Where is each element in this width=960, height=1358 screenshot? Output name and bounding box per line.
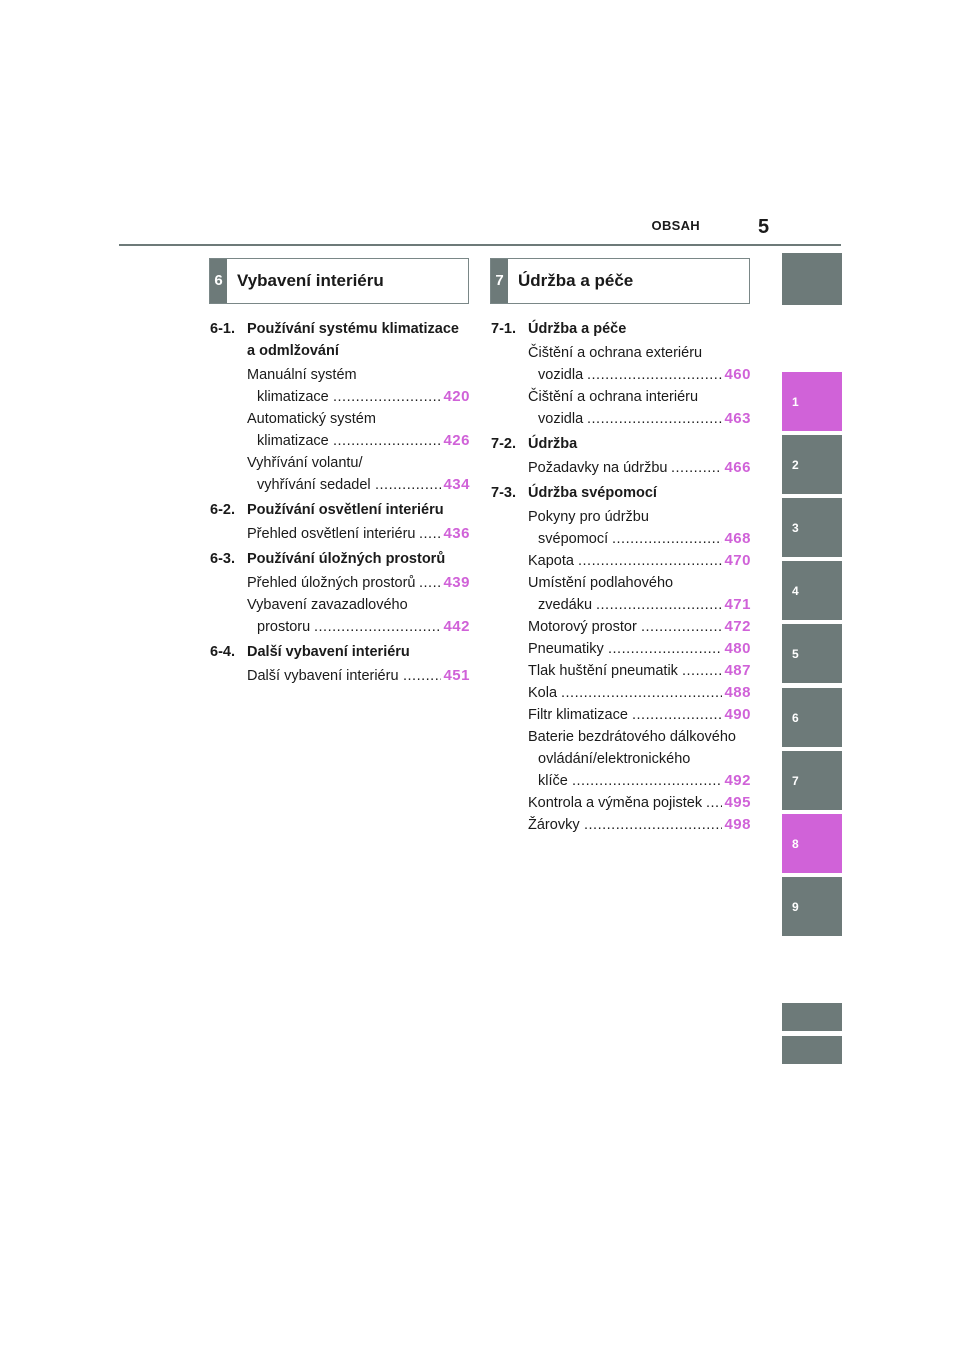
- toc-entry[interactable]: [528, 704, 751, 726]
- group-title-cont: a odmlžování: [247, 343, 339, 359]
- toc-group-heading[interactable]: [491, 433, 751, 455]
- section-box-7[interactable]: [490, 258, 750, 304]
- header-rule: [119, 244, 841, 246]
- entry-label: Přehled úložných prostorů: [247, 575, 416, 591]
- entry-page-link[interactable]: 439: [443, 574, 470, 591]
- entry-label: prostoru: [257, 619, 311, 635]
- toc-entry[interactable]: [528, 457, 751, 479]
- chapter-tab[interactable]: [782, 1003, 842, 1031]
- toc-entry-line: [528, 386, 751, 408]
- chapter-tab-6[interactable]: [782, 688, 842, 747]
- entry-page-link[interactable]: 434: [443, 476, 470, 493]
- section-title: Údržba a péče: [518, 271, 634, 290]
- tab-label: 8: [792, 836, 799, 851]
- header-title: OBSAH: [651, 218, 700, 233]
- toc-entry[interactable]: [538, 408, 751, 430]
- entry-page-link[interactable]: 463: [724, 410, 751, 427]
- chapter-tab[interactable]: [782, 1036, 842, 1064]
- toc-entry[interactable]: [538, 594, 751, 616]
- tab-label: 3: [792, 520, 799, 535]
- entry-label: svépomocí: [538, 531, 609, 547]
- entry-label: klíče: [538, 773, 568, 789]
- group-title: Údržba: [528, 436, 578, 452]
- entry-label: Další vybavení interiéru: [247, 668, 399, 684]
- entry-page-link[interactable]: 495: [724, 794, 751, 811]
- entry-page-link[interactable]: 426: [443, 432, 470, 449]
- entry-page-link[interactable]: 480: [724, 640, 751, 657]
- toc-entry-line: [528, 342, 751, 364]
- dot-leader: [584, 814, 722, 836]
- entry-page-link[interactable]: 487: [724, 662, 751, 679]
- toc-entry-line: [247, 408, 470, 430]
- tab-label: 5: [792, 646, 799, 661]
- entry-label: Žárovky: [528, 817, 580, 833]
- entry-page-link[interactable]: 451: [443, 667, 470, 684]
- dot-leader: [671, 457, 722, 479]
- entry-page-link[interactable]: 436: [443, 525, 470, 542]
- dot-leader: [587, 364, 722, 386]
- chapter-tab[interactable]: [782, 253, 842, 305]
- entry-page-link[interactable]: 471: [724, 596, 751, 613]
- entry-label: Čištění a ochrana exteriéru: [528, 345, 703, 361]
- group-title: Používání osvětlení interiéru: [247, 502, 444, 518]
- entry-label: vozidla: [538, 411, 584, 427]
- dot-leader: [561, 682, 722, 704]
- tab-label: 2: [792, 457, 799, 472]
- dot-leader: [419, 523, 441, 545]
- dot-leader: [632, 704, 722, 726]
- toc-entry[interactable]: [528, 550, 751, 572]
- group-title: Údržba svépomocí: [528, 485, 657, 501]
- section-box-6[interactable]: [209, 258, 469, 304]
- group-code: 6-3.: [210, 551, 235, 567]
- chapter-tab-3[interactable]: [782, 498, 842, 557]
- entry-page-link[interactable]: 490: [724, 706, 751, 723]
- dot-leader: [682, 660, 722, 682]
- tab-label: 7: [792, 773, 799, 788]
- toc-entry[interactable]: [247, 665, 470, 687]
- toc-entry-line: [247, 452, 470, 474]
- entry-label: Baterie bezdrátového dálkového: [528, 729, 736, 745]
- entry-page-link[interactable]: 420: [443, 388, 470, 405]
- entry-label: klimatizace: [257, 433, 329, 449]
- toc-group-heading[interactable]: [210, 499, 470, 521]
- entry-label: Filtr klimatizace: [528, 707, 628, 723]
- chapter-tab-5[interactable]: [782, 624, 842, 683]
- entry-label: Motorový prostor: [528, 619, 637, 635]
- entry-label: vozidla: [538, 367, 584, 383]
- entry-label: Přehled osvětlení interiéru: [247, 526, 416, 542]
- dot-leader: [578, 550, 722, 572]
- chapter-tab-2[interactable]: [782, 435, 842, 494]
- entry-page-link[interactable]: 498: [724, 816, 751, 833]
- toc-entry-line: [538, 748, 751, 770]
- group-code: 6-4.: [210, 644, 235, 660]
- entry-label: Kola: [528, 685, 558, 701]
- entry-label: Pneumatiky: [528, 641, 604, 657]
- toc-entry-line: [528, 572, 751, 594]
- entry-page-link[interactable]: 442: [443, 618, 470, 635]
- toc-entry-line: [528, 506, 751, 528]
- dot-leader: [641, 616, 722, 638]
- dot-leader: [596, 594, 722, 616]
- group-code: 6-2.: [210, 502, 235, 518]
- entry-page-link[interactable]: 492: [724, 772, 751, 789]
- entry-label: Kapota: [528, 553, 574, 569]
- page-number: 5: [758, 216, 770, 238]
- entry-label: Požadavky na údržbu: [528, 460, 668, 476]
- toc-entry[interactable]: [247, 572, 470, 594]
- section-title: Vybavení interiéru: [237, 271, 384, 290]
- group-code: 7-2.: [491, 436, 516, 452]
- chapter-tab-7[interactable]: [782, 751, 842, 810]
- toc-entry[interactable]: [528, 660, 751, 682]
- group-code: 7-3.: [491, 485, 516, 501]
- toc-entry-line: [247, 594, 470, 616]
- dot-leader: [572, 770, 722, 792]
- toc-entry[interactable]: [528, 792, 751, 814]
- dot-leader: [419, 572, 441, 594]
- entry-label: Pokyny pro údržbu: [528, 509, 649, 525]
- entry-label: Vyhřívání volantu/: [247, 455, 363, 471]
- tab-label: 4: [792, 583, 799, 598]
- toc-entry[interactable]: [538, 770, 751, 792]
- toc-entry[interactable]: [257, 474, 470, 496]
- dot-leader: [375, 474, 441, 496]
- entry-label: Vybavení zavazadlového: [247, 597, 408, 613]
- entry-label: Automatický systém: [247, 411, 376, 427]
- toc-group-heading[interactable]: [210, 548, 470, 570]
- toc-group-heading[interactable]: [210, 318, 470, 340]
- toc-entry[interactable]: [257, 430, 470, 452]
- entry-page-link[interactable]: 468: [724, 530, 751, 547]
- group-title: Používání úložných prostorů: [247, 551, 446, 567]
- dot-leader: [333, 430, 441, 452]
- tab-label: 9: [792, 899, 799, 914]
- entry-label: zvedáku: [538, 597, 593, 613]
- dot-leader: [333, 386, 441, 408]
- dot-leader: [612, 528, 722, 550]
- toc-entry[interactable]: [528, 682, 751, 704]
- chapter-tab-8[interactable]: [782, 814, 842, 873]
- chapter-tab-9[interactable]: [782, 877, 842, 936]
- entry-label: vyhřívání sedadel: [257, 477, 371, 493]
- entry-label: Manuální systém: [247, 367, 357, 383]
- section-number: 6: [210, 259, 227, 303]
- dot-leader: [314, 616, 441, 638]
- section-number: 7: [491, 259, 508, 303]
- group-title: Údržba a péče: [528, 321, 627, 337]
- toc-entry[interactable]: [528, 616, 751, 638]
- dot-leader: [706, 792, 722, 814]
- entry-label: Kontrola a výměna pojistek: [528, 795, 703, 811]
- dot-leader: [608, 638, 722, 660]
- toc-entry[interactable]: [528, 814, 751, 836]
- entry-page-link[interactable]: 488: [724, 684, 751, 701]
- tab-label: 1: [792, 394, 799, 409]
- entry-page-link[interactable]: 470: [724, 552, 751, 569]
- entry-page-link[interactable]: 466: [724, 459, 751, 476]
- toc-entry[interactable]: [538, 364, 751, 386]
- toc-group-heading[interactable]: [491, 482, 751, 504]
- toc-entry[interactable]: [247, 523, 470, 545]
- toc-entry[interactable]: [257, 386, 470, 408]
- entry-label: klimatizace: [257, 389, 329, 405]
- group-code: 6-1.: [210, 321, 235, 337]
- chapter-tab-4[interactable]: [782, 561, 842, 620]
- chapter-tab-1[interactable]: [782, 372, 842, 431]
- entry-label: ovládání/elektronického: [538, 751, 691, 767]
- entry-page-link[interactable]: 460: [724, 366, 751, 383]
- toc-entry-line: [247, 364, 470, 386]
- group-code: 7-1.: [491, 321, 516, 337]
- entry-page-link[interactable]: 472: [724, 618, 751, 635]
- toc-entry[interactable]: [528, 638, 751, 660]
- dot-leader: [403, 665, 441, 687]
- toc-entry-line: [528, 726, 751, 748]
- toc-group-heading[interactable]: [210, 641, 470, 663]
- group-title: Používání systému klimatizace: [247, 321, 459, 337]
- dot-leader: [587, 408, 722, 430]
- entry-label: Umístění podlahového: [528, 575, 674, 591]
- toc-group-heading[interactable]: [491, 318, 751, 340]
- tab-label: 6: [792, 710, 799, 725]
- toc-entry[interactable]: [257, 616, 470, 638]
- entry-label: Tlak huštění pneumatik: [528, 663, 678, 679]
- entry-label: Čištění a ochrana interiéru: [528, 389, 699, 405]
- group-title: Další vybavení interiéru: [247, 644, 410, 660]
- toc-entry[interactable]: [538, 528, 751, 550]
